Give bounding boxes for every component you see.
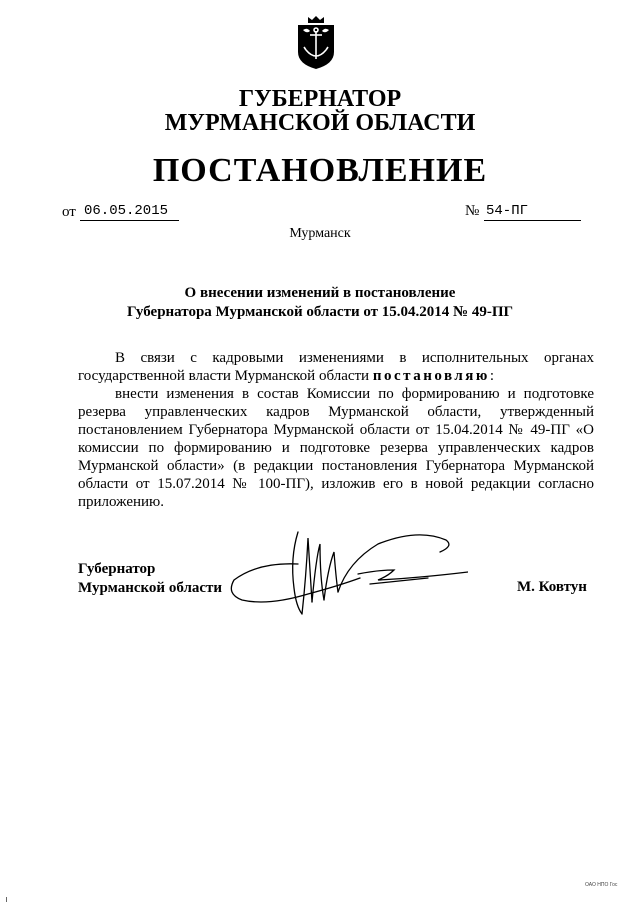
date-prefix: от [62, 204, 76, 220]
paragraph-1-text: В связи с кадровыми изменениями в исполнительных органах государственной власти Мурманской области [78, 350, 594, 384]
signatory-title [78, 560, 222, 598]
scan-corner-mark [6, 897, 7, 902]
signatory-title-line1: Губернатор [78, 561, 156, 577]
city-name: Мурманск [289, 226, 351, 241]
body-paragraph-1 [78, 349, 594, 385]
coat-of-arms-emblem [294, 14, 338, 70]
issuer-title-line1: ГУБЕРНАТОР [238, 86, 402, 112]
signatory-name: М. Ковтун [517, 579, 587, 595]
decree-word: постановляю [372, 368, 490, 384]
handwritten-signature [228, 518, 468, 626]
document-date: 06.05.2015 [80, 202, 179, 221]
signatory-title-line2: Мурманской области [78, 580, 223, 596]
document-type-heading: ПОСТАНОВЛЕНИЕ [152, 152, 488, 189]
issuer-title-line2: МУРМАНСКОЙ ОБЛАСТИ [164, 110, 476, 136]
subject-line1: О внесении изменений в постановление [184, 285, 456, 301]
subject-line2: Губернатора Мурманской области от 15.04.2014 № 49-ПГ [126, 304, 514, 320]
number-prefix: № [465, 203, 480, 219]
document-number: 54-ПГ [484, 202, 581, 221]
body-paragraph-2: внести изменения в состав Комиссии по формированию и подготовке резерва управленческих кадров Мурманской области, утвержденный постановлением Губернатора Мурманской области от 15.04.2014 № 49-ПГ «О комиссии по формированию и подготовке резерва управленческих кадров Мурманской области» (в редакции постановления Губернатора Мурманской области от 15.07.2014 № 100-ПГ), изложив его в новой редакции согласно приложению. [78, 386, 594, 510]
printer-mark: ОАО НПО Гос [585, 882, 618, 888]
paragraph-1-end: : [489, 368, 495, 384]
document-body [78, 349, 594, 511]
